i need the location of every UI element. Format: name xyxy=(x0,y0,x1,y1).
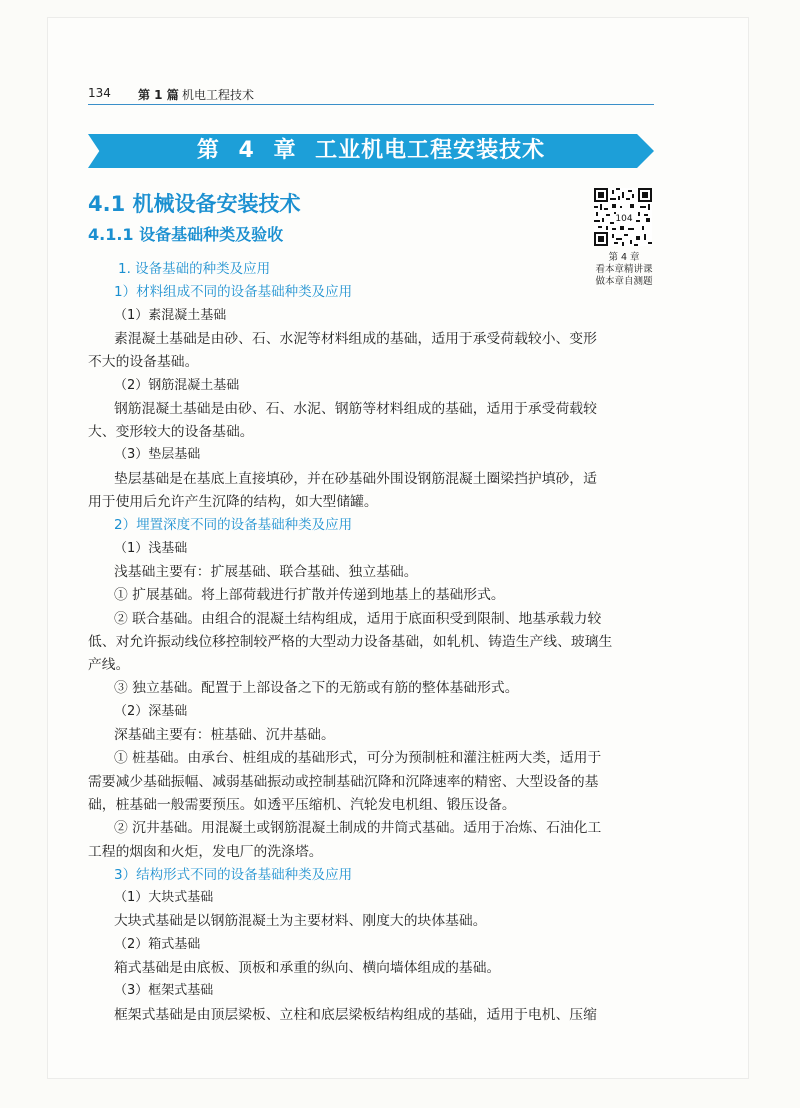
heading-line: 3）结构形式不同的设备基础种类及应用 xyxy=(114,866,353,883)
paragraph-line: 用于使用后允许产生沉降的结构，如大型储罐。 xyxy=(88,494,378,510)
qr-caption-line: 第 4 章 xyxy=(608,252,640,263)
paragraph-line: 浅基础主要有：扩展基础、联合基础、独立基础。 xyxy=(114,563,418,580)
paragraph-line: ① 桩基础。由承台、桩组成的基础形式，可分为预制桩和灌注桩两大类，适用于 xyxy=(114,750,602,767)
heading-line: （2）深基础 xyxy=(114,703,188,719)
paragraph-line: 低、对允许振动线位移控制较严格的大型动力设备基础，如轧机、铸造生产线、玻璃生 xyxy=(88,633,613,650)
paragraph-line: 需要减少基础振幅、减弱基础振动或控制基础沉降和沉降速率的精密、大型设备的基 xyxy=(88,773,599,790)
qr-caption-line: 看本章精讲课 xyxy=(595,264,653,275)
qr-code-icon[interactable] xyxy=(594,188,652,246)
heading-line: （2）钢筋混凝土基础 xyxy=(114,377,240,393)
paragraph-line: 钢筋混凝土基础是由砂、石、水泥、钢筋等材料组成的基础，适用于承受荷载较 xyxy=(114,400,597,417)
heading-line: 2）埋置深度不同的设备基础种类及应用 xyxy=(114,517,353,534)
subsection-title: 4.1.1 设备基础种类及验收 xyxy=(88,225,284,244)
header-rule xyxy=(88,104,654,105)
heading-line: 1）材料组成不同的设备基础种类及应用 xyxy=(114,284,353,301)
paragraph-line: 不大的设备基础。 xyxy=(88,354,199,371)
paragraph-line: ② 沉井基础。用混凝土或钢筋混凝土制成的井筒式基础。适用于冶炼、石油化工 xyxy=(114,820,602,837)
paragraph-line: 垫层基础是在基底上直接填砂，并在砂基础外围设钢筋混凝土圈梁挡护填砂，适 xyxy=(114,470,597,487)
page-number: 134 xyxy=(88,86,111,100)
svg-text:104: 104 xyxy=(615,214,633,224)
part-title: 机电工程技术 xyxy=(182,88,255,102)
paragraph-line: ③ 独立基础。配置于上部设备之下的无筋或有筋的整体基础形式。 xyxy=(114,680,519,697)
heading-line: （2）箱式基础 xyxy=(114,936,201,952)
paragraph-line: 大、变形较大的设备基础。 xyxy=(88,424,254,441)
heading-line: （1）素混凝土基础 xyxy=(114,307,227,323)
heading-line: （1）浅基础 xyxy=(114,540,188,556)
paragraph-line: 产线。 xyxy=(88,657,130,674)
chapter-title: 第 4 章 工业机电工程安装技术 xyxy=(196,138,546,163)
qr-caption-line: 做本章自测题 xyxy=(595,276,653,287)
paragraph-line: 箱式基础是由底板、顶板和承重的纵向、横向墙体组成的基础。 xyxy=(114,960,501,976)
heading-line: （3）垫层基础 xyxy=(114,447,201,463)
part-label: 第 1 篇 xyxy=(138,88,179,102)
heading-line: 1. 设备基础的种类及应用 xyxy=(118,261,271,277)
qr-caption xyxy=(584,252,664,288)
paragraph-line: 础，桩基础一般需要预压。如透平压缩机、汽轮发电机组、锻压设备。 xyxy=(88,796,516,813)
paragraph-line: 深基础主要有：桩基础、沉井基础。 xyxy=(114,727,335,743)
heading-line: （1）大块式基础 xyxy=(114,890,214,906)
paragraph-line: 工程的烟囱和火炬，发电厂的洗涤塔。 xyxy=(88,843,323,860)
paragraph-line: 素混凝土基础是由砂、石、水泥等材料组成的基础，适用于承受荷载较小、变形 xyxy=(114,330,597,347)
section-title: 4.1 机械设备安装技术 xyxy=(88,192,301,216)
paragraph-line: 大块式基础是以钢筋混凝土为主要材料、刚度大的块体基础。 xyxy=(114,913,487,930)
running-header xyxy=(88,84,654,104)
paragraph-line: 框架式基础是由顶层梁板、立柱和底层梁板结构组成的基础，适用于电机、压缩 xyxy=(114,1006,597,1023)
heading-line: （3）框架式基础 xyxy=(114,983,214,999)
paragraph-line: ② 联合基础。由组合的混凝土结构组成，适用于底面积受到限制、地基承载力较 xyxy=(114,610,602,627)
paragraph-line: ① 扩展基础。将上部荷载进行扩散并传递到地基上的基础形式。 xyxy=(114,587,505,604)
